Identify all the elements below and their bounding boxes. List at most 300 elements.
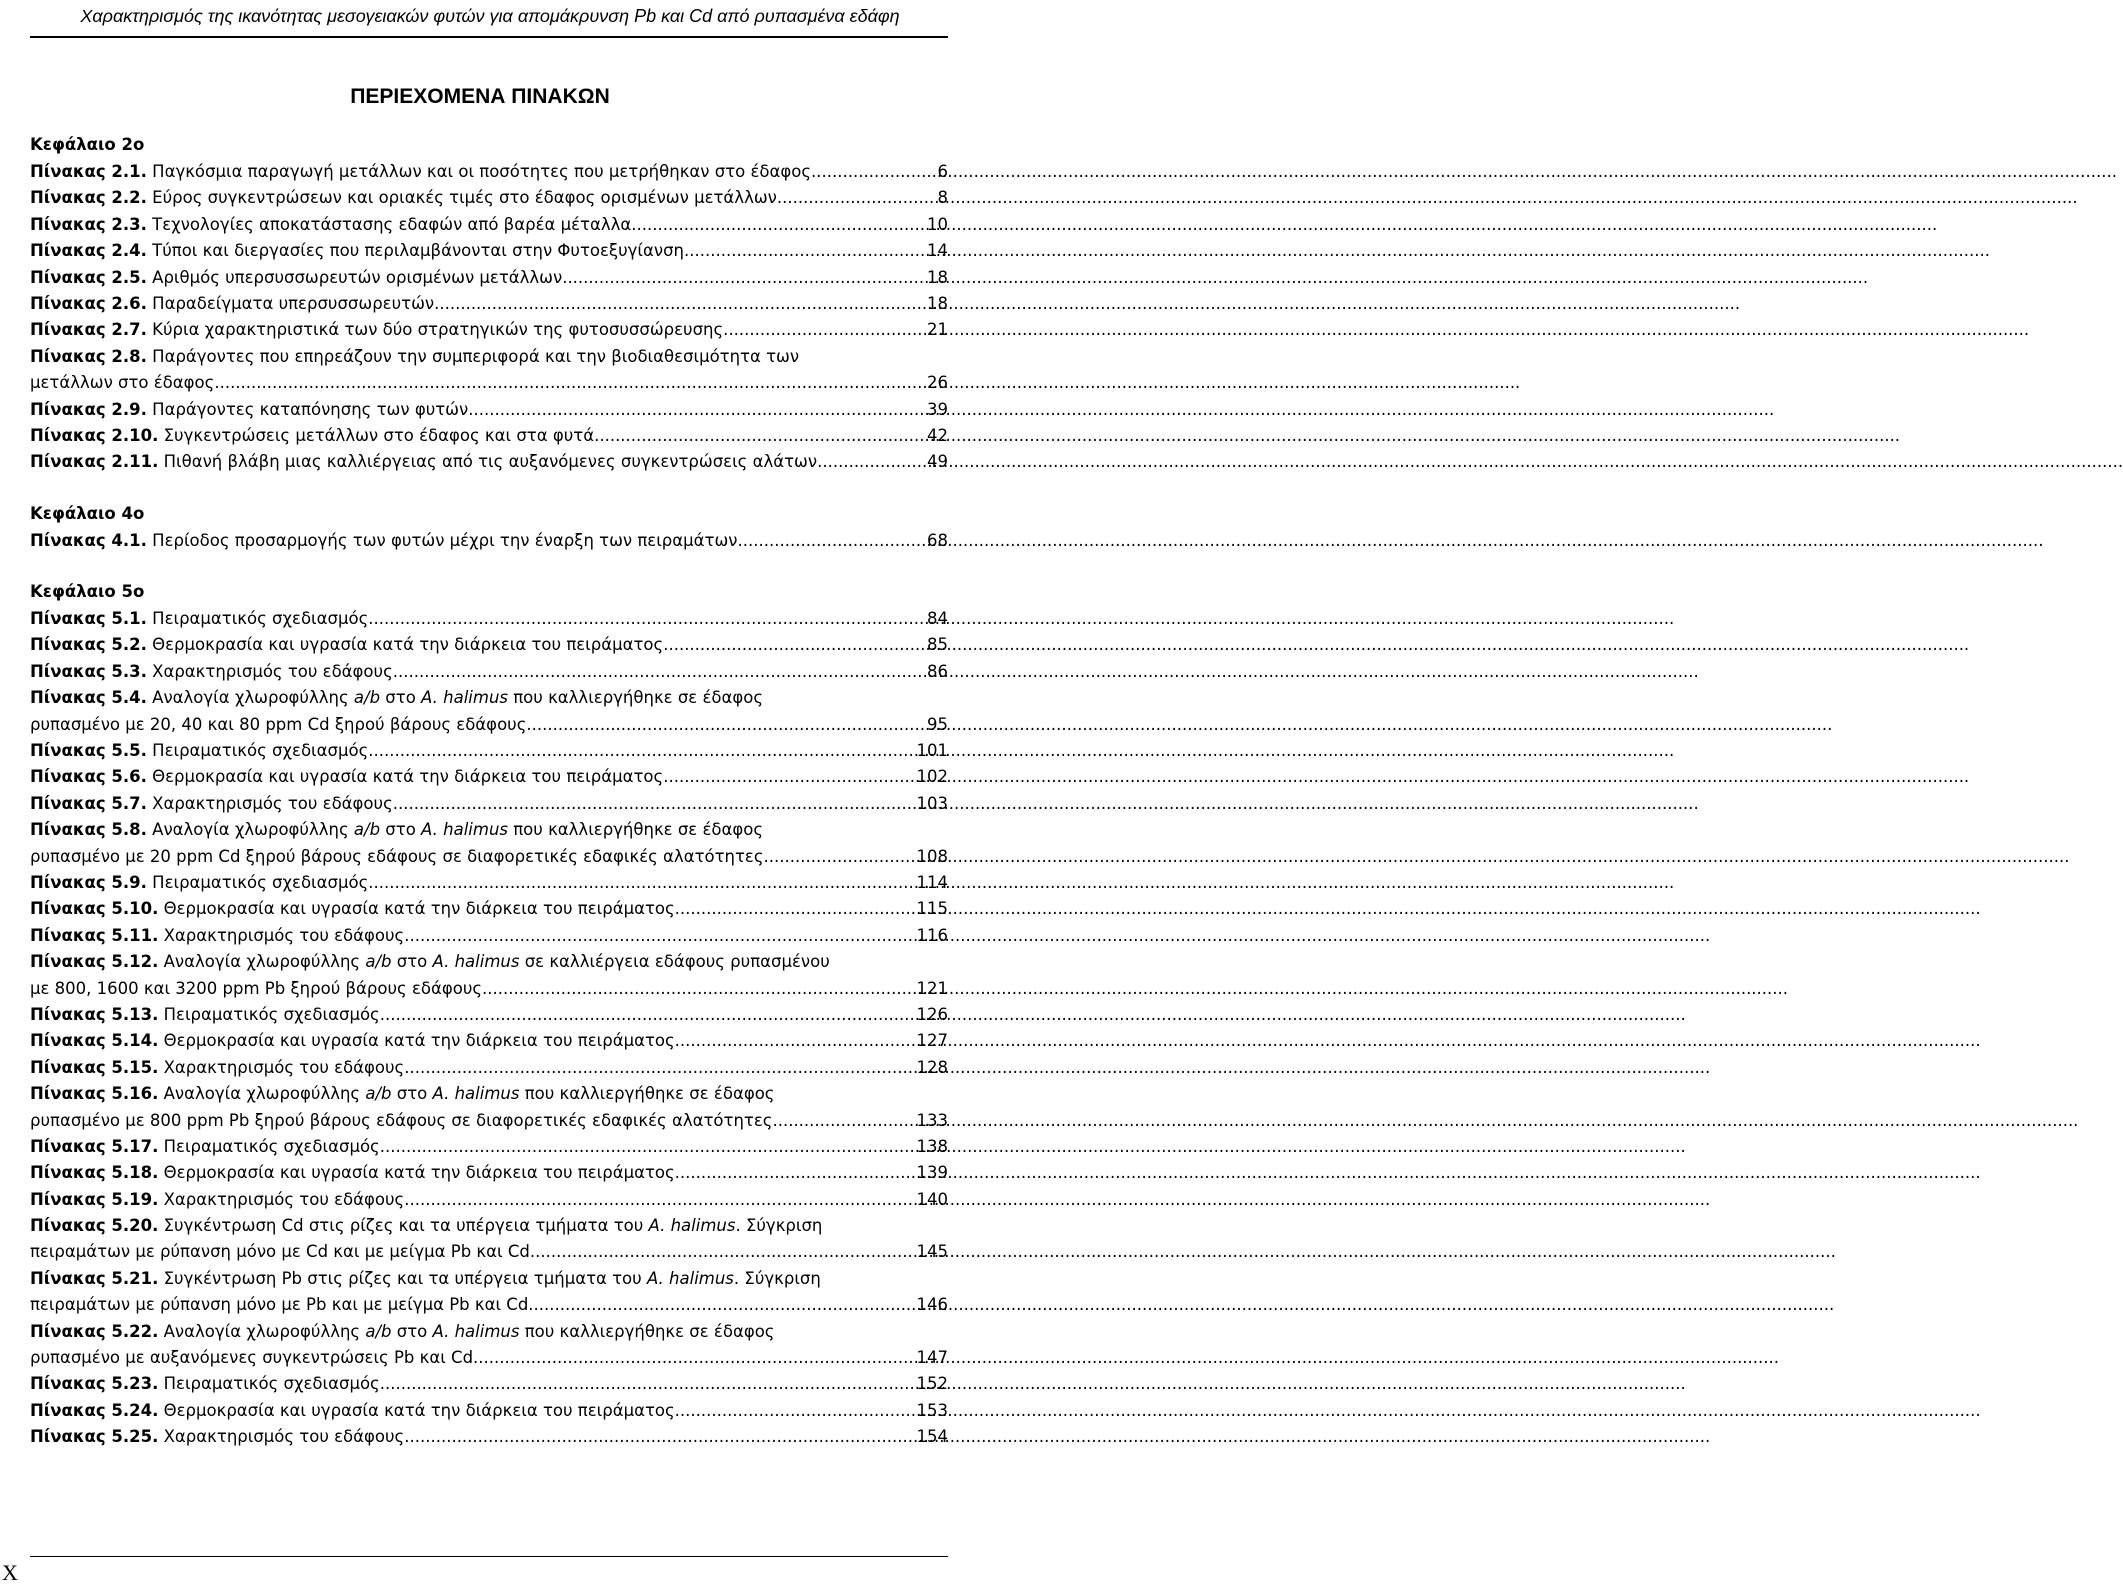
toc-entry-line	[30, 896, 948, 922]
chapter-heading: Κεφάλαιο 4ο	[30, 503, 145, 523]
toc-entry-line	[30, 1002, 948, 1028]
toc-entry-line	[30, 1239, 948, 1265]
toc-entry-text	[30, 1319, 774, 1345]
toc-entry-line	[30, 738, 948, 764]
dot-leader	[778, 1108, 916, 1134]
toc-entry	[30, 238, 948, 264]
entry-title-continuation: ρυπασμένο με αυξανόμενες συγκεντρώσεις Pb και Cd.	[30, 1348, 479, 1368]
toc-entry-text	[30, 1160, 680, 1186]
entry-title: Χαρακτηρισμός του εδάφους.	[152, 661, 399, 681]
dot-leader	[636, 212, 926, 238]
entry-title: Περίοδος προσαρμογής των φυτών μέχρι την έναρξη των πειραμάτων.	[152, 530, 743, 550]
toc-entry-text	[30, 185, 777, 211]
entry-title: Αριθμός υπερσυσσωρευτών ορισμένων μετάλλων.	[152, 267, 568, 287]
dot-leader	[398, 659, 926, 685]
table-label: Πίνακας 5.21.	[30, 1268, 159, 1288]
toc-entry-text	[30, 870, 374, 896]
entry-title-part: Συγκέντρωση Cd στις ρίζες και τα υπέργεια τμήματα του	[163, 1216, 649, 1236]
toc-entry-text	[30, 685, 763, 711]
entry-title-part: που καλλιεργήθηκε σε έδαφος	[508, 820, 764, 840]
page-ref: 153	[916, 1400, 948, 1420]
toc-entry-line	[30, 1398, 948, 1424]
entry-title-part: στο	[391, 1084, 433, 1104]
toc-entry	[30, 1398, 948, 1424]
entry-title: Χαρακτηρισμός του εδάφους.	[152, 793, 399, 813]
toc-entry-text	[30, 817, 763, 843]
toc-entry-text	[30, 896, 680, 922]
entry-title: Πειραματικός σχεδιασμός.	[152, 741, 374, 761]
dot-leader	[680, 1160, 916, 1186]
italic-term: a/b	[365, 952, 392, 972]
entry-title: Θερμοκρασία και υγρασία κατά την διάρκεια του πειράματος.	[163, 1031, 680, 1051]
entry-title: Παραδείγματα υπερσυσσωρευτών.	[152, 293, 440, 313]
toc-entry-line	[30, 606, 948, 632]
toc-entry-line	[30, 1345, 948, 1371]
page-ref: 10	[927, 214, 948, 234]
table-label: Πίνακας 4.1.	[30, 530, 147, 550]
table-label: Πίνακας 5.6.	[30, 767, 147, 787]
toc-entry	[30, 291, 948, 317]
entry-title: Θερμοκρασία και υγρασία κατά την διάρκεια του πειράματος.	[152, 635, 669, 655]
table-label: Πίνακας 2.6.	[30, 293, 147, 313]
dot-leader	[439, 291, 926, 317]
dot-leader	[534, 1292, 916, 1318]
toc-entry	[30, 185, 948, 211]
entry-title: Κύρια χαρακτηριστικά των δύο στρατηγικών της φυτοσυσσώρευσης.	[152, 320, 729, 340]
toc-entry	[30, 1002, 948, 1028]
toc-entry-line	[30, 870, 948, 896]
toc-entry	[30, 212, 948, 238]
toc-entry-line	[30, 1160, 948, 1186]
dot-leader	[374, 738, 916, 764]
italic-term: A. halimus	[432, 1321, 520, 1341]
toc-entry-line	[30, 976, 948, 1002]
toc-entry-text	[30, 1213, 822, 1239]
page-ref: 103	[916, 793, 948, 813]
page-ref: 114	[916, 872, 948, 892]
entry-title: Χαρακτηρισμός του εδάφους.	[163, 925, 410, 945]
page-ref: 145	[916, 1242, 948, 1262]
dot-leader	[385, 1002, 916, 1028]
toc-entry-line	[30, 370, 948, 396]
dot-leader	[409, 1424, 915, 1450]
entry-title: Εύρος συγκεντρώσεων και οριακές τιμές στο έδαφος ορισμένων μετάλλων	[152, 188, 777, 208]
table-label: Πίνακας 5.23.	[30, 1374, 159, 1394]
page-ref: 68	[927, 530, 948, 550]
table-label: Πίνακας 5.20.	[30, 1216, 159, 1236]
toc-entry	[30, 1371, 948, 1397]
toc-entry-line	[30, 764, 948, 790]
toc-entry-text	[30, 449, 822, 475]
page-ref: 26	[927, 373, 948, 393]
toc-entry-line	[30, 1213, 948, 1239]
table-label: Πίνακας 5.8.	[30, 820, 147, 840]
toc-entry-line	[30, 1134, 948, 1160]
toc-entry-line	[30, 1292, 948, 1318]
table-label: Πίνακας 2.2.	[30, 188, 147, 208]
toc-entry-line	[30, 817, 948, 843]
italic-term: A. halimus	[421, 820, 508, 840]
table-label: Πίνακας 5.12.	[30, 952, 159, 972]
page-ref: 128	[916, 1057, 948, 1077]
toc-entry	[30, 685, 948, 738]
toc-entry-text	[30, 949, 830, 975]
page-ref: 84	[927, 609, 948, 629]
toc-entry-line	[30, 1424, 948, 1450]
toc-entry-text	[30, 632, 668, 658]
page-ref: 49	[927, 452, 948, 472]
entry-title-continuation: πειραμάτων με ρύπανση μόνο με Pb και με μείγμα Pb και Cd.	[30, 1295, 534, 1315]
toc-entry-line	[30, 1055, 948, 1081]
toc-entry	[30, 1424, 948, 1450]
page-ref: 95	[927, 714, 948, 734]
toc-entry-line	[30, 1081, 948, 1107]
toc-entry-text	[30, 344, 799, 370]
toc-entry-line	[30, 1266, 948, 1292]
page-ref: 102	[916, 767, 948, 787]
table-label: Πίνακας 2.3.	[30, 214, 147, 234]
italic-term: A. halimus	[421, 688, 508, 708]
page-ref: 147	[916, 1348, 948, 1368]
toc-entry-line	[30, 659, 948, 685]
toc-entry	[30, 317, 948, 343]
toc-entry-text	[30, 606, 374, 632]
table-label: Πίνακας 5.9.	[30, 872, 147, 892]
table-label: Πίνακας 2.5.	[30, 267, 147, 287]
entry-title: Συγκεντρώσεις μετάλλων στο έδαφος και στα φυτά.	[163, 425, 600, 445]
page-ref: 152	[916, 1374, 948, 1394]
dot-leader	[689, 238, 926, 264]
header-rule	[30, 36, 948, 38]
entry-title-part: . Σύγκριση	[735, 1216, 823, 1236]
dot-leader	[743, 528, 926, 554]
entry-title-part: που καλλιεργήθηκε σε έδαφος	[508, 688, 764, 708]
toc-entry-line	[30, 923, 948, 949]
toc-entry-line	[30, 212, 948, 238]
toc-entry-line	[30, 397, 948, 423]
entry-title-part: που καλλιεργήθηκε σε έδαφος	[519, 1084, 775, 1104]
page-ref: 116	[916, 925, 948, 945]
toc-entry-line	[30, 1319, 948, 1345]
toc-entry-text	[30, 923, 409, 949]
dot-leader	[385, 1134, 916, 1160]
table-label: Πίνακας 5.5.	[30, 741, 147, 761]
dot-leader	[532, 712, 926, 738]
toc-entry	[30, 764, 948, 790]
footer-rule	[30, 1556, 948, 1557]
page-title: ΠΕΡΙΕΧΟΜΕΝΑ ΠΙΝΑΚΩΝ	[350, 85, 610, 108]
toc-entry-text	[30, 1002, 385, 1028]
table-label: Πίνακας 2.8.	[30, 346, 147, 366]
toc-entry	[30, 791, 948, 817]
entry-title-continuation: ρυπασμένο με 20 ppm Cd ξηρού βάρους εδάφους σε διαφορετικές εδαφικές αλατότητες.	[30, 846, 769, 866]
italic-term: A. halimus	[432, 1084, 520, 1104]
table-label: Πίνακας 2.1.	[30, 162, 147, 181]
table-label: Πίνακας 5.10.	[30, 899, 159, 919]
entry-title: Θερμοκρασία και υγρασία κατά την διάρκεια του πειράματος.	[163, 899, 680, 919]
entry-title-part: Αναλογία χλωροφύλλης	[152, 688, 354, 708]
dot-leader	[385, 1371, 916, 1397]
toc-entry-text	[30, 291, 439, 317]
dot-leader	[478, 1345, 915, 1371]
table-label: Πίνακας 5.25.	[30, 1427, 159, 1447]
page-ref: 6	[937, 162, 948, 181]
entry-title: Θερμοκρασία και υγρασία κατά την διάρκεια του πειράματος.	[152, 767, 669, 787]
toc-entry	[30, 1081, 948, 1134]
toc-entry-line	[30, 791, 948, 817]
toc-entry-text	[30, 1187, 409, 1213]
dot-leader	[680, 1028, 916, 1054]
table-of-tables	[30, 131, 948, 1451]
toc-entry-text	[30, 1266, 821, 1292]
toc-entry-text	[30, 1134, 385, 1160]
entry-title: Πειραματικός σχεδιασμός.	[163, 1374, 385, 1394]
entry-title-continuation: πειραμάτων με ρύπανση μόνο με Cd και με μείγμα Pb και Cd.	[30, 1242, 536, 1262]
toc-entry-text	[30, 528, 743, 554]
toc-entry-text	[30, 159, 816, 185]
dot-leader	[409, 1055, 915, 1081]
entry-title: Χαρακτηρισμός του εδάφους.	[163, 1427, 410, 1447]
entry-title-continuation: ρυπασμένο με 20, 40 και 80 ppm Cd ξηρού βάρους εδάφους.	[30, 714, 532, 734]
toc-entry	[30, 1319, 948, 1372]
toc-entry-text	[30, 423, 599, 449]
table-label: Πίνακας 5.14.	[30, 1031, 159, 1051]
toc-entry	[30, 528, 948, 554]
toc-entry-text	[30, 1398, 680, 1424]
table-label: Πίνακας 5.15.	[30, 1057, 159, 1077]
page-ref: 133	[916, 1110, 948, 1130]
toc-entry	[30, 817, 948, 870]
dot-leader	[680, 896, 916, 922]
toc-entry-text	[30, 212, 636, 238]
toc-entry	[30, 632, 948, 658]
page-ref: 139	[916, 1163, 948, 1183]
toc-entry-line	[30, 1028, 948, 1054]
entry-title: Πειραματικός σχεδιασμός.	[152, 609, 374, 629]
toc-entry	[30, 265, 948, 291]
entry-title-part: Αναλογία χλωροφύλλης	[163, 1321, 366, 1341]
entry-title: Παγκόσμια παραγωγή μετάλλων και οι ποσότητες που μετρήθηκαν στο έδαφος.	[152, 162, 817, 181]
entry-title: Θερμοκρασία και υγρασία κατά την διάρκεια του πειράματος.	[163, 1400, 680, 1420]
entry-title: Πειραματικός σχεδιασμός.	[163, 1136, 385, 1156]
toc-entry	[30, 1187, 948, 1213]
table-label: Πίνακας 5.18.	[30, 1163, 159, 1183]
entry-title: Τύποι και διεργασίες που περιλαμβάνονται στην Φυτοεξυγίανση.	[152, 241, 690, 261]
toc-entry	[30, 1028, 948, 1054]
toc-entry-line	[30, 344, 948, 370]
toc-entry	[30, 423, 948, 449]
toc-entry-line	[30, 423, 948, 449]
toc-entry	[30, 1266, 948, 1319]
toc-entry-line	[30, 1108, 948, 1134]
table-label: Πίνακας 5.7.	[30, 793, 147, 813]
table-label: Πίνακας 5.13.	[30, 1004, 159, 1024]
dot-leader	[487, 976, 915, 1002]
entry-title-continuation: με 800, 1600 και 3200 ppm Pb ξηρού βάρους εδάφους.	[30, 978, 488, 998]
table-label: Πίνακας 2.10.	[30, 425, 159, 445]
dot-leader	[374, 606, 927, 632]
toc-entry	[30, 923, 948, 949]
chapter-heading: Κεφάλαιο 2ο	[30, 135, 145, 154]
table-label: Πίνακας 5.19.	[30, 1189, 159, 1209]
entry-title-part: στο	[380, 688, 422, 708]
page-ref: 126	[916, 1004, 948, 1024]
entry-title-part: Αναλογία χλωροφύλλης	[163, 952, 366, 972]
toc-entry	[30, 159, 948, 185]
page-ref: 86	[927, 661, 948, 681]
table-label: Πίνακας 5.2.	[30, 635, 147, 655]
toc-entry-text	[30, 764, 668, 790]
toc-entry	[30, 1213, 948, 1266]
toc-entry-line	[30, 844, 948, 870]
toc-entry	[30, 344, 948, 397]
toc-entry-line	[30, 712, 948, 738]
dot-leader	[398, 791, 915, 817]
chapter-heading: Κεφάλαιο 5ο	[30, 582, 145, 602]
entry-title: Παράγοντες που επηρεάζουν την συμπεριφορά και την βιοδιαθεσιμότητα των	[152, 346, 800, 366]
toc-entry	[30, 1134, 948, 1160]
document-page	[0, 0, 960, 1588]
page-ref: 85	[927, 635, 948, 655]
dot-leader	[409, 1187, 915, 1213]
toc-entry	[30, 949, 948, 1002]
italic-term: A. halimus	[648, 1216, 736, 1236]
toc-entry-text	[30, 791, 398, 817]
table-label: Πίνακας 5.3.	[30, 661, 147, 681]
toc-entry	[30, 870, 948, 896]
toc-entry-line	[30, 1187, 948, 1213]
entry-title-part: Αναλογία χλωροφύλλης	[163, 1084, 366, 1104]
entry-title: Χαρακτηρισμός του εδάφους.	[163, 1189, 410, 1209]
entry-title: Τεχνολογίες αποκατάστασης εδαφών από βαρέα μέταλλα.	[152, 214, 637, 234]
toc-entry-line	[30, 449, 948, 475]
entry-title: Παράγοντες καταπόνησης των φυτών.	[152, 399, 474, 419]
toc-entry	[30, 397, 948, 423]
table-label: Πίνακας 5.1.	[30, 609, 147, 629]
entry-title-part: στο	[391, 1321, 433, 1341]
table-label: Πίνακας 2.9.	[30, 399, 147, 419]
toc-entry	[30, 1055, 948, 1081]
page-ref: 121	[916, 978, 948, 998]
toc-entry-line	[30, 159, 948, 185]
page-ref: 138	[916, 1136, 948, 1156]
page-number: X	[2, 1560, 18, 1585]
toc-entry	[30, 738, 948, 764]
table-label: Πίνακας 5.22.	[30, 1321, 159, 1341]
toc-entry-line	[30, 291, 948, 317]
table-label: Πίνακας 2.4.	[30, 241, 147, 261]
entry-title: Χαρακτηρισμός του εδάφους.	[163, 1057, 410, 1077]
dot-leader	[409, 923, 915, 949]
entry-title-part: στο	[391, 952, 433, 972]
table-label: Πίνακας 5.24.	[30, 1400, 159, 1420]
dot-leader	[567, 265, 926, 291]
toc-entry-line	[30, 528, 948, 554]
entry-title: Πιθανή βλάβη μιας καλλιέργειας από τις αυξανόμενες συγκεντρώσεις αλάτων.	[163, 452, 823, 472]
toc-entry-line	[30, 1371, 948, 1397]
italic-term: a/b	[353, 820, 381, 840]
toc-entry-line	[30, 949, 948, 975]
toc-entry	[30, 659, 948, 685]
dot-leader	[220, 370, 926, 396]
page-ref: 21	[927, 320, 948, 340]
page-ref: 140	[916, 1189, 948, 1209]
toc-entry-text	[30, 1424, 409, 1450]
entry-title-part: σε καλλιέργεια εδάφους ρυπασμένου	[519, 952, 830, 972]
page-ref: 18	[927, 293, 948, 313]
italic-term: A. halimus	[646, 1268, 734, 1288]
page-ref: 115	[916, 899, 948, 919]
entry-title: Θερμοκρασία και υγρασία κατά την διάρκεια του πειράματος.	[163, 1163, 680, 1183]
entry-title-continuation: ρυπασμένο με 800 ppm Pb ξηρού βάρους εδάφους σε διαφορετικές εδαφικές αλατότητες.	[30, 1110, 778, 1130]
toc-entry	[30, 449, 948, 475]
table-label: Πίνακας 5.4.	[30, 688, 147, 708]
page-ref: 18	[927, 267, 948, 287]
page-ref: 39	[927, 399, 948, 419]
toc-entry-line	[30, 317, 948, 343]
page-ref: 146	[916, 1295, 948, 1315]
italic-term: A. halimus	[432, 952, 520, 972]
entry-title-part: Συγκέντρωση Pb στις ρίζες και τα υπέργεια τμήματα του	[163, 1268, 647, 1288]
toc-entry-text	[30, 265, 567, 291]
page-ref: 108	[916, 846, 948, 866]
entry-title: Πειραματικός σχεδιασμός.	[163, 1004, 385, 1024]
table-label: Πίνακας 5.11.	[30, 925, 159, 945]
toc-entry-text	[30, 1028, 680, 1054]
toc-entry-text	[30, 738, 374, 764]
dot-leader	[777, 185, 937, 211]
dot-leader	[535, 1239, 915, 1265]
dot-leader	[374, 870, 916, 896]
entry-title-part: στο	[380, 820, 422, 840]
toc-entry	[30, 1160, 948, 1186]
toc-entry-text	[30, 1371, 385, 1397]
entry-title-part: . Σύγκριση	[733, 1268, 821, 1288]
toc-entry-text	[30, 1055, 409, 1081]
dot-leader	[668, 632, 926, 658]
entry-title-part: που καλλιεργήθηκε σε έδαφος	[519, 1321, 775, 1341]
toc-entry-line	[30, 238, 948, 264]
table-label: Πίνακας 2.11.	[30, 452, 159, 472]
dot-leader	[816, 159, 936, 185]
toc-entry	[30, 896, 948, 922]
toc-entry-line	[30, 185, 948, 211]
entry-title-part: Αναλογία χλωροφύλλης	[152, 820, 354, 840]
toc-entry-text	[30, 397, 473, 423]
page-ref: 14	[927, 241, 948, 261]
dot-leader	[599, 423, 926, 449]
page-ref: 42	[927, 425, 948, 445]
dot-leader	[473, 397, 926, 423]
toc-entry-line	[30, 685, 948, 711]
page-ref: 154	[916, 1427, 948, 1447]
dot-leader	[822, 449, 926, 475]
toc-entry-text	[30, 317, 728, 343]
dot-leader	[680, 1398, 916, 1424]
toc-entry-text	[30, 1081, 774, 1107]
italic-term: a/b	[365, 1321, 392, 1341]
toc-entry-text	[30, 238, 689, 264]
table-label: Πίνακας 5.16.	[30, 1084, 159, 1104]
entry-title: Πειραματικός σχεδιασμός.	[152, 872, 374, 892]
page-ref: 101	[916, 741, 948, 761]
toc-entry	[30, 606, 948, 632]
italic-term: a/b	[353, 688, 381, 708]
toc-entry-line	[30, 632, 948, 658]
dot-leader	[668, 764, 915, 790]
table-label: Πίνακας 5.17.	[30, 1136, 159, 1156]
running-header: Χαρακτηρισμός της ικανότητας μεσογειακών φυτών για απομάκρυνση Pb και Cd από ρυπασμένα εδάφη	[80, 6, 900, 26]
